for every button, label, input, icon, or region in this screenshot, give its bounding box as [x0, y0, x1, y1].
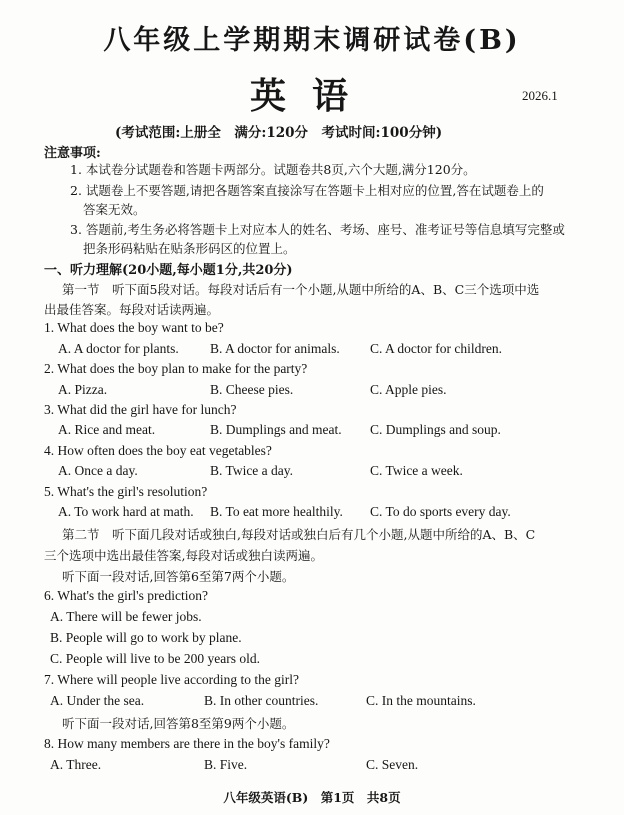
q6-option-c: C. People will live to be 200 years old.	[50, 651, 260, 666]
q6-option-a: A. There will be fewer jobs.	[50, 609, 202, 624]
q7-option-b: B. In other countries.	[204, 693, 319, 708]
q5-option-b: B. To eat more healthily.	[210, 504, 343, 519]
q1-option-b: B. A doctor for animals.	[210, 341, 340, 356]
q3-option-b: B. Dumplings and meat.	[210, 422, 342, 437]
q8-option-a: A. Three.	[50, 757, 102, 772]
section-heading: 一、听力理解(20小题,每小题1分,共20分)	[44, 263, 293, 278]
q2-option-a: A. Pizza.	[58, 382, 108, 397]
notice-item-1: 1. 本试卷分试题卷和答题卡两部分。试题卷共8页,六个大题,满分120分。	[70, 162, 476, 177]
q3-option-c: C. Dumplings and soup.	[370, 422, 501, 437]
page-footer: 八年级英语(B) 第1页 共8页	[223, 790, 401, 805]
sub-intro-6-7: 听下面一段对话,回答第6至第7两个小题。	[62, 569, 295, 584]
question-5: 5. What's the girl's resolution?	[44, 484, 208, 499]
notice-item-2: 2. 试题卷上不要答题,请把各题答案直接涂写在答题卡上相对应的位置,答在试题卷上的	[70, 183, 544, 198]
part2-intro-cont: 三个选项中选出最佳答案,每段对话或独白读两遍。	[44, 548, 323, 563]
q4-option-b: B. Twice a day.	[210, 463, 294, 478]
q8-option-c: C. Seven.	[366, 757, 419, 772]
question-6: 6. What's the girl's prediction?	[44, 588, 208, 603]
q4-option-a: A. Once a day.	[58, 463, 138, 478]
question-8: 8. How many members are there in the boy's family?	[44, 736, 330, 751]
subject-title: 英语	[249, 75, 374, 117]
question-3: 3. What did the girl have for lunch?	[44, 402, 237, 417]
q4-option-c: C. Twice a week.	[370, 463, 463, 478]
question-1: 1. What does the boy want to be?	[44, 320, 224, 335]
question-7: 7. Where will people live according to the girl?	[44, 672, 300, 687]
q5-option-a: A. To work hard at math.	[58, 504, 194, 519]
part1-intro: 第一节 听下面5段对话。每段对话后有一个小题,从题中所给的A、B、C三个选项中选	[62, 282, 540, 297]
q1-option-c: C. A doctor for children.	[370, 341, 502, 356]
part1-intro-cont: 出最佳答案。每段对话读两遍。	[44, 302, 220, 317]
q6-option-b: B. People will go to work by plane.	[50, 630, 242, 645]
question-2: 2. What does the boy plan to make for the party?	[44, 361, 308, 376]
part2-intro: 第二节 听下面几段对话或独白,每段对话或独白后有几个小题,从题中所给的A、B、C	[62, 527, 536, 542]
q8-option-b: B. Five.	[204, 757, 248, 772]
exam-title: 八年级上学期期末调研试卷(B)	[103, 25, 521, 56]
q5-option-c: C. To do sports every day.	[370, 504, 511, 519]
q7-option-c: C. In the mountains.	[366, 693, 476, 708]
q1-option-a: A. A doctor for plants.	[58, 341, 179, 356]
notice-title: 注意事项:	[44, 146, 101, 161]
q3-option-a: A. Rice and meat.	[58, 422, 156, 437]
exam-date: 2026.1	[522, 88, 558, 103]
sub-intro-8-9: 听下面一段对话,回答第8至第9两个小题。	[62, 716, 295, 731]
q7-option-a: A. Under the sea.	[50, 693, 145, 708]
notice-item-2-cont: 答案无效。	[83, 202, 146, 217]
notice-item-3-cont: 把条形码粘贴在贴条形码区的位置上。	[83, 241, 296, 256]
question-4: 4. How often does the boy eat vegetables?	[44, 443, 272, 458]
q2-option-b: B. Cheese pies.	[210, 382, 294, 397]
notice-item-3: 3. 答题前,考生务必将答题卡上对应本人的姓名、考场、座号、准考证号等信息填写完整或	[70, 222, 565, 237]
exam-info: (考试范围:上册全 满分:120分 考试时间:100分钟)	[115, 125, 443, 141]
q2-option-c: C. Apple pies.	[370, 382, 447, 397]
